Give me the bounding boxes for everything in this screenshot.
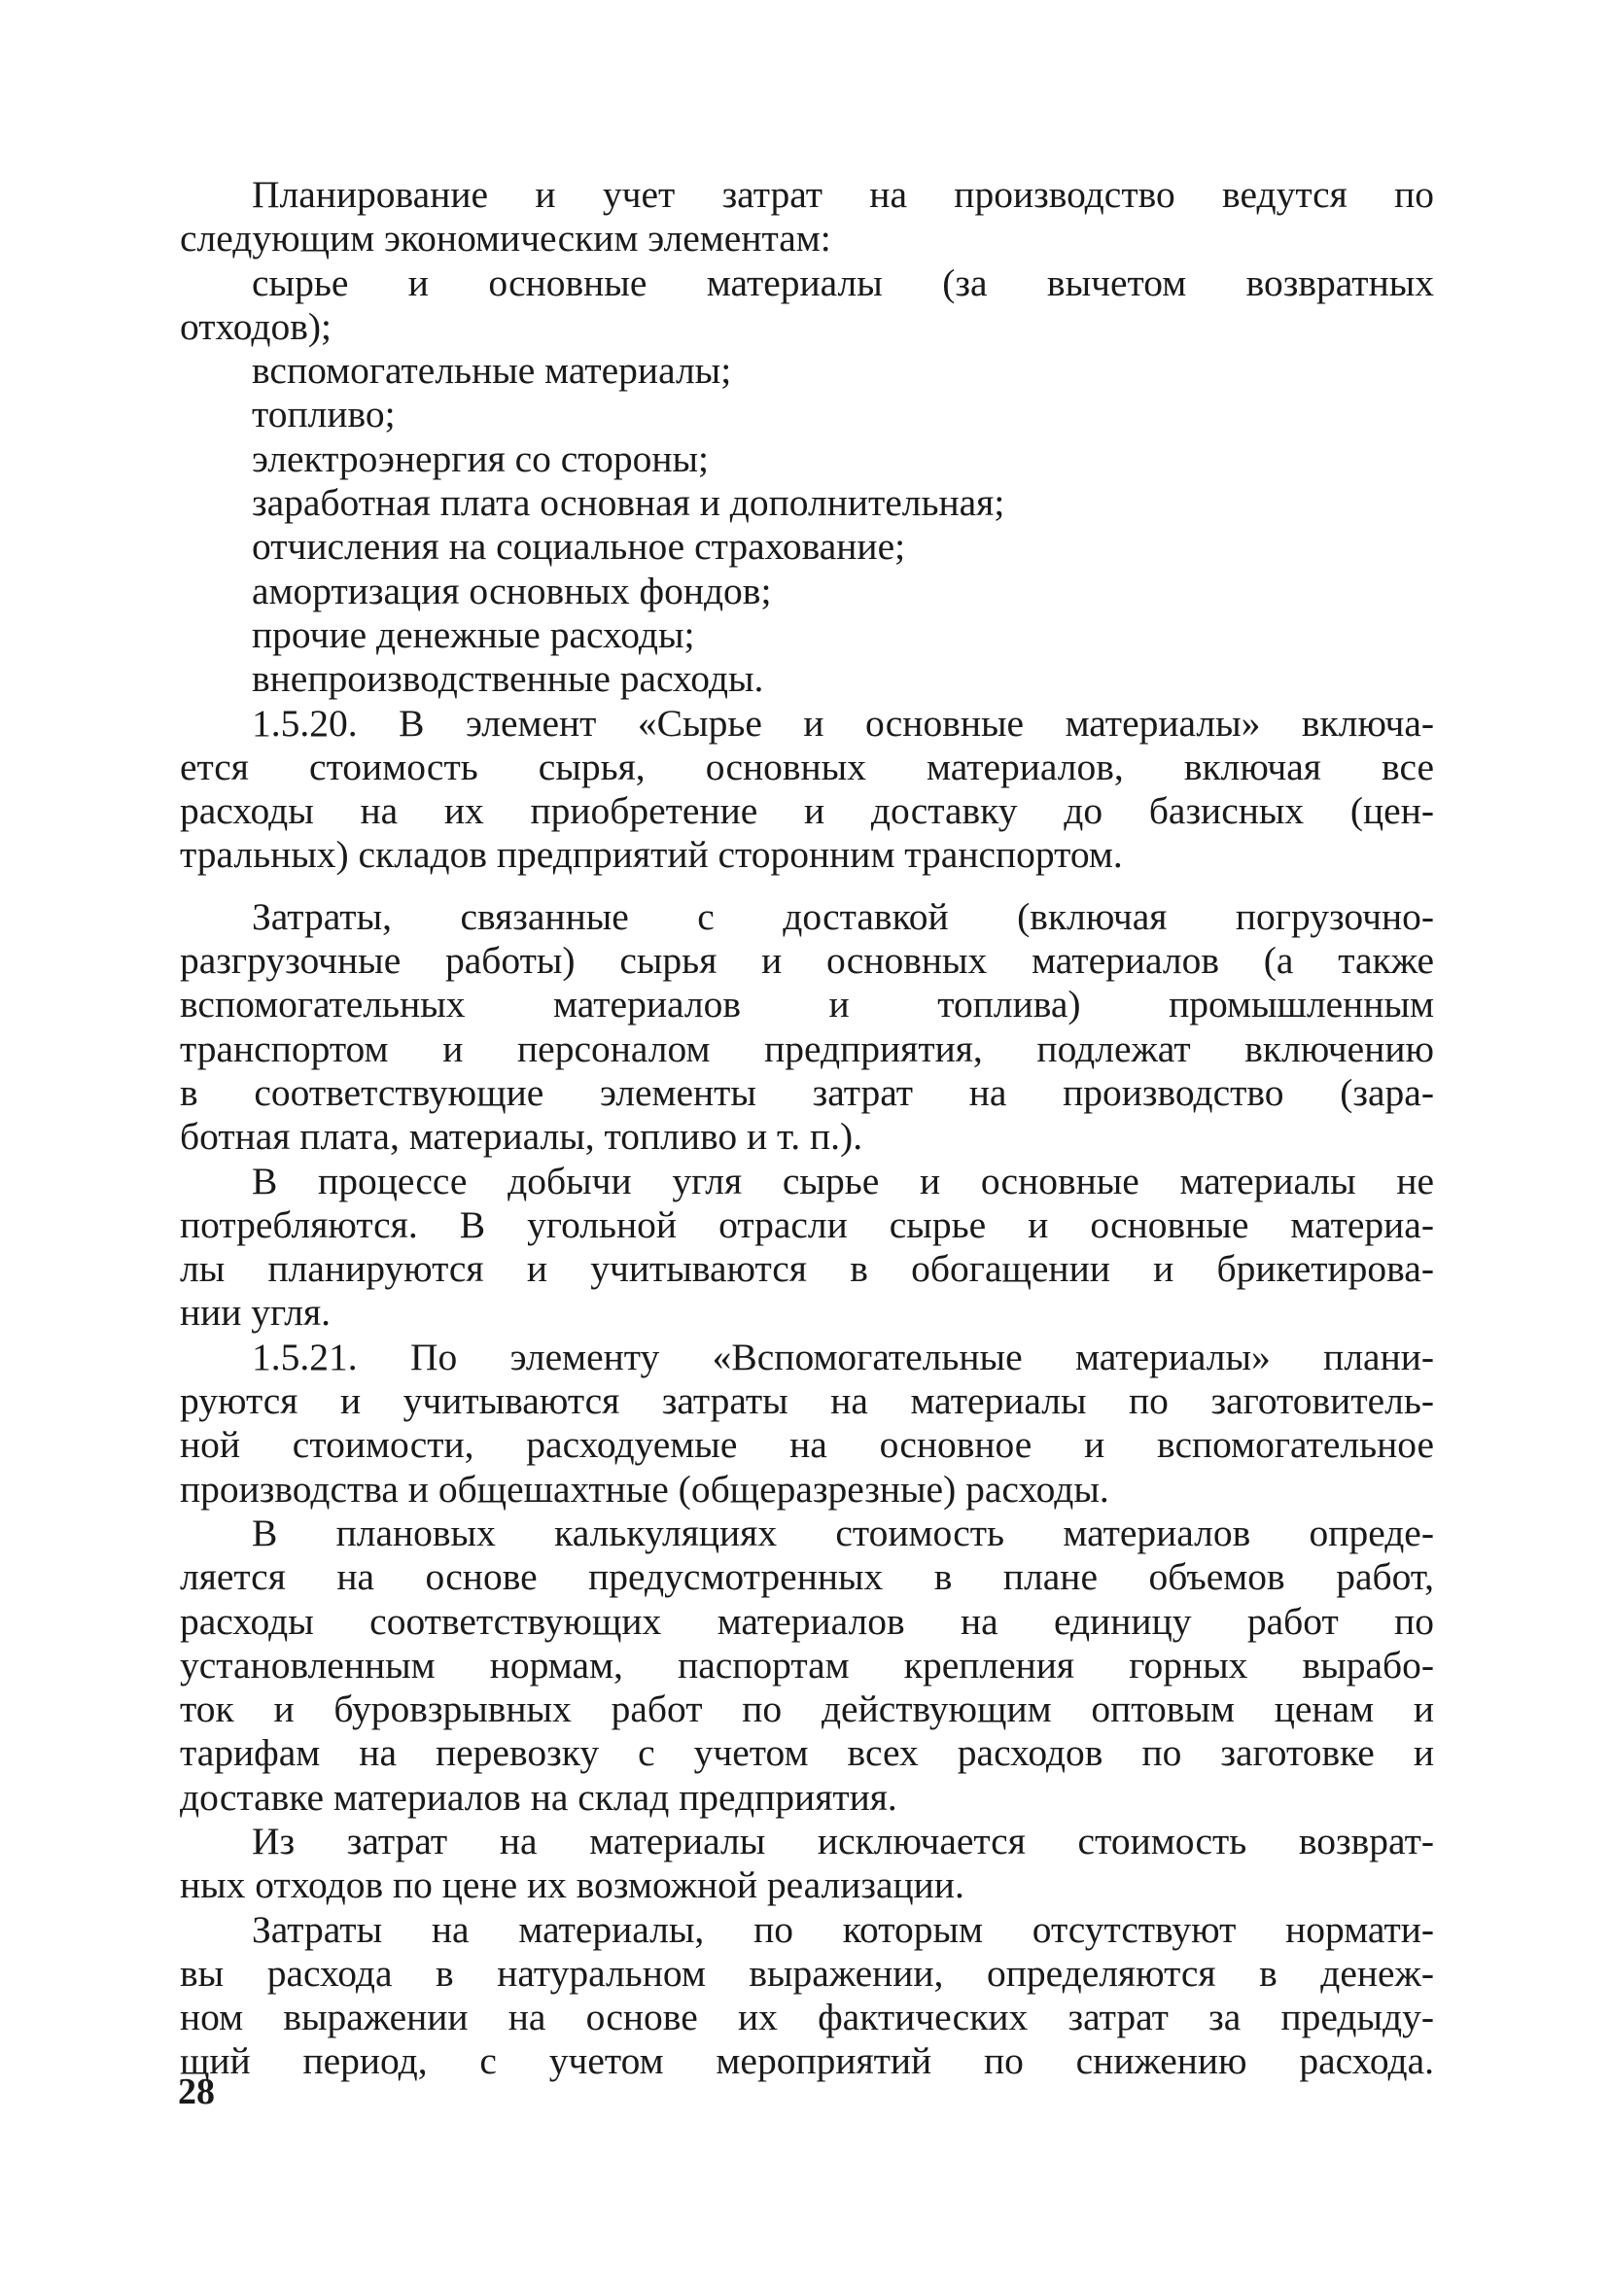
text-line: щий период, с учетом мероприятий по снижению расхода. (180, 2039, 1434, 2083)
text-line: вспомогательные материалы; (252, 349, 732, 393)
text-line: ток и буровзрывных работ по действующим оптовым ценам и (180, 1687, 1434, 1731)
text-line: сырье и основные материалы (за вычетом возвратных (252, 261, 1434, 304)
text-line: ном выражении на основе их фактических затрат за предыду- (180, 1996, 1434, 2039)
paragraph (180, 1160, 1434, 1336)
text-line: Планирование и учет затрат на производство ведутся по (252, 173, 1434, 216)
paragraph (180, 437, 1434, 481)
text-line: амортизация основных фондов; (252, 569, 772, 612)
text-line: расходы на их приобретение и доставку до базисных (цен- (180, 789, 1434, 833)
text-line: внепроизводственные расходы. (252, 657, 764, 701)
paragraph (180, 1908, 1434, 2084)
text-line: руются и учитываются затраты на материалы по заготовитель- (180, 1379, 1434, 1423)
paragraph (180, 261, 1434, 350)
text-line: установленным нормам, паспортам крепления горных вырабо- (180, 1643, 1434, 1687)
paragraph-gap (180, 878, 1434, 895)
text-line: Затраты на материалы, по которым отсутствуют нормати- (252, 1907, 1434, 1951)
text-line: Затраты, связанные с доставкой (включая погрузочно- (252, 894, 1434, 938)
text-line: В плановых калькуляциях стоимость материалов опреде- (252, 1511, 1434, 1554)
text-line: отчисления на социальное страхование; (252, 525, 906, 569)
paragraph (180, 481, 1434, 525)
text-line: расходы соответствующих материалов на единицу работ по (180, 1599, 1434, 1643)
text-line: тарифам на перевозку с учетом всех расходов по заготовке и (180, 1731, 1434, 1775)
text-line: Из затрат на материалы исключается стоимость возврат- (252, 1819, 1434, 1862)
text-line: заработная плата основная и дополнительная; (252, 481, 1005, 525)
paragraph (180, 173, 1434, 261)
paragraph (180, 1336, 1434, 1512)
text-line: ной стоимости, расходуемые на основное и вспомогательное (180, 1423, 1434, 1467)
paragraph (180, 570, 1434, 613)
text-line: прочие денежные расходы; (252, 612, 695, 656)
paragraph (180, 657, 1434, 701)
text-line: вспомогательных материалов и топлива) промышленным (180, 983, 1434, 1026)
text-line: ляется на основе предусмотренных в плане объемов работ, (180, 1555, 1434, 1599)
paragraph (180, 1512, 1434, 1820)
text-line: доставке материалов на склад предприятия. (180, 1775, 897, 1819)
text-line: транспортом и персоналом предприятия, подлежат включению (180, 1026, 1434, 1070)
text-line: отходов); (180, 304, 332, 348)
text-line: ботная плата, материалы, топливо и т. п.). (180, 1115, 863, 1159)
text-line: лы планируются и учитываются в обогащении и брикетирова- (180, 1247, 1434, 1291)
text-line: ных отходов по цене их возможной реализации. (180, 1863, 964, 1907)
body-text (180, 173, 1434, 2084)
paragraph (180, 349, 1434, 393)
text-line: потребляются. В угольной отрасли сырье и основные материа- (180, 1202, 1434, 1246)
paragraph (180, 895, 1434, 1160)
text-line: ется стоимость сырья, основных материалов, включая все (180, 745, 1434, 788)
page-number: 28 (178, 2071, 215, 2112)
paragraph (180, 702, 1434, 878)
text-line: нии угля. (180, 1291, 331, 1335)
text-line: электроэнергия со стороны; (252, 436, 709, 480)
paragraph (180, 525, 1434, 569)
text-line: в соответствующие элементы затрат на производство (зара- (180, 1070, 1434, 1114)
text-line: 1.5.21. По элементу «Вспомогательные материалы» плани- (252, 1335, 1434, 1378)
text-line: В процессе добычи угля сырье и основные материалы не (252, 1159, 1434, 1202)
text-line: разгрузочные работы) сырья и основных материалов (а также (180, 939, 1434, 983)
text-line: вы расхода в натуральном выражении, определяются в денеж- (180, 1951, 1434, 1995)
paragraph (180, 393, 1434, 436)
text-line: производства и общешахтные (общеразрезные) расходы. (180, 1467, 1109, 1511)
text-line: следующим экономическим элементам: (180, 217, 831, 261)
text-line: 1.5.20. В элемент «Сырье и основные материалы» включа- (252, 701, 1434, 745)
text-line: топливо; (252, 393, 396, 436)
paragraph (180, 1820, 1434, 1908)
paragraph (180, 613, 1434, 657)
text-line: тральных) складов предприятий сторонним транспортом. (180, 833, 1123, 877)
